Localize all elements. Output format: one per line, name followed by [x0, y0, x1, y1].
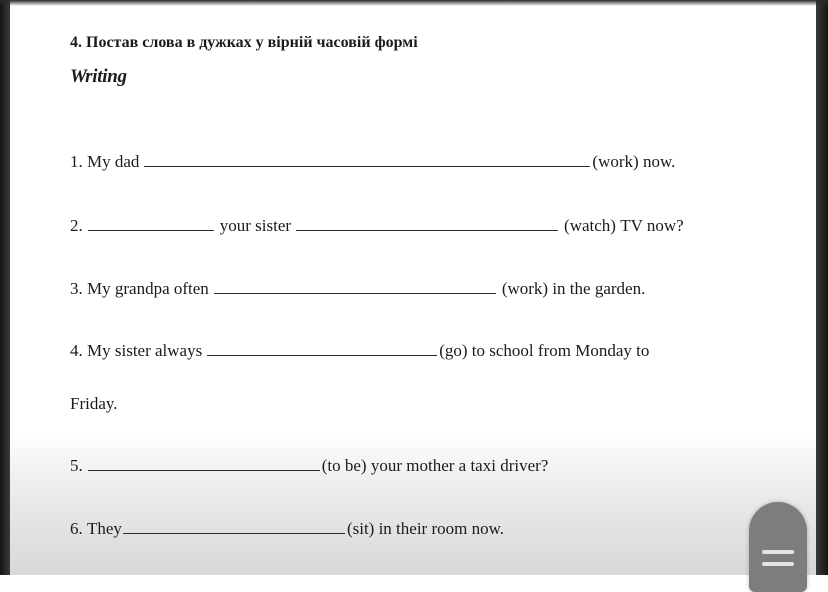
verb-hint: (work) — [592, 152, 639, 171]
screen-frame-top — [0, 0, 828, 6]
exercise-number: 3. — [70, 279, 83, 298]
exercise-2 — [70, 216, 684, 236]
exercise-text-before: My sister always — [87, 341, 203, 360]
exercise-4 — [70, 341, 649, 361]
exercise-number: 4. — [70, 341, 83, 360]
task-heading: 4. Постав слова в дужках у вірній часовій формі — [70, 34, 418, 51]
answer-blank[interactable] — [123, 519, 345, 534]
answer-blank[interactable] — [214, 279, 496, 294]
verb-hint: (go) — [439, 341, 468, 360]
menu-icon-bar — [762, 562, 794, 566]
verb-hint: (to be) — [321, 456, 367, 475]
answer-blank[interactable] — [207, 341, 437, 356]
exercise-4-continuation: Friday. — [70, 394, 118, 413]
screen-frame-left — [0, 0, 10, 575]
verb-hint: (work) — [501, 279, 549, 298]
exercise-3 — [70, 279, 645, 299]
verb-hint: (sit) — [346, 519, 375, 538]
exercise-text-after: in their room now. — [378, 519, 505, 538]
exercise-text-after: to school from Monday to — [471, 341, 650, 360]
exercise-text-before: My grandpa often — [87, 279, 209, 298]
answer-blank[interactable] — [88, 216, 214, 231]
answer-blank[interactable] — [144, 152, 590, 167]
exercise-text-after: TV now? — [620, 216, 684, 235]
answer-blank[interactable] — [296, 216, 558, 231]
exercise-number: 2. — [70, 216, 83, 235]
exercise-text-after: your mother a taxi driver? — [370, 456, 549, 475]
answer-blank[interactable] — [88, 456, 320, 471]
exercise-text-after: now. — [642, 152, 676, 171]
verb-hint: (watch) — [564, 216, 616, 235]
exercise-text-middle: your sister — [219, 216, 292, 235]
exercise-6 — [70, 519, 504, 539]
exercise-text-before: They — [87, 519, 122, 538]
exercise-number: 5. — [70, 456, 83, 475]
menu-icon-bar — [762, 550, 794, 554]
exercise-text-before: My dad — [87, 152, 140, 171]
exercise-5 — [70, 456, 548, 476]
task-subheading: Writing — [70, 66, 127, 87]
exercise-text-after: in the garden. — [552, 279, 646, 298]
screen-frame-right — [816, 0, 828, 575]
exercise-1 — [70, 152, 675, 172]
scroll-handle-button[interactable] — [749, 502, 807, 592]
exercise-number: 1. — [70, 152, 83, 171]
exercise-number: 6. — [70, 519, 83, 538]
